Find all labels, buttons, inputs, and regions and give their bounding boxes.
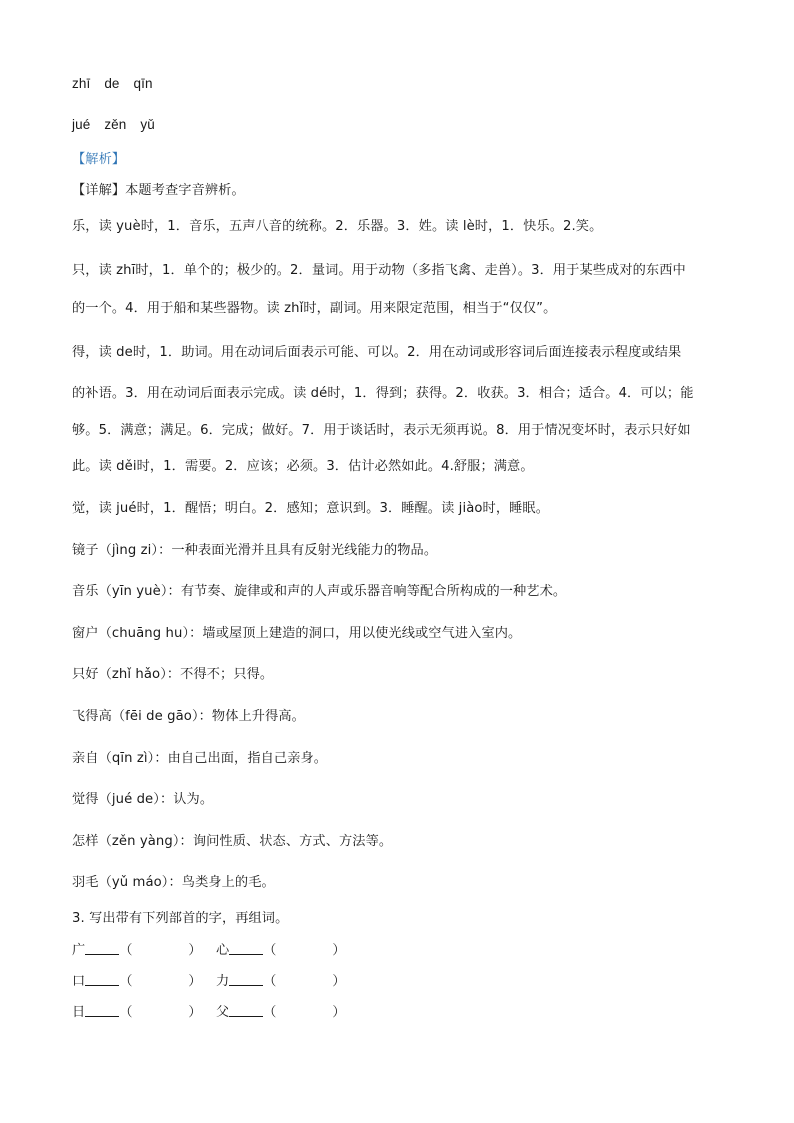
explain-line: 乐，读 yuè时，1．音乐，五声八音的统称。2．乐器。3．姓。读 lè时，1．快乐。2.笑。	[72, 219, 603, 234]
paren-open: （	[119, 974, 133, 989]
answer-blank	[85, 941, 119, 955]
answer-blank	[229, 1003, 263, 1017]
radical: 广	[72, 943, 86, 958]
answer-blank	[229, 972, 263, 986]
paren-close: ）	[332, 943, 346, 958]
explain-line: 的补语。3．用在动词后面表示完成。读 dé时，1．得到；获得。2．收获。3．相合；适合。4．可以；能	[72, 386, 694, 401]
answer-label: 【解析】	[72, 152, 126, 167]
explain-line: 得，读 de时，1．助词。用在动词后面表示可能、可以。2．用在动词或形容词后面连接表示程度或结果	[72, 345, 682, 360]
pinyin: yǔ	[140, 117, 155, 132]
explain-line: 音乐（yīn yuè）：有节奏、旋律或和声的人声或乐器音响等配合所构成的一种艺术。	[72, 584, 567, 599]
radical: 日	[72, 1005, 86, 1020]
paren-open: （	[119, 943, 133, 958]
explain-line: 飞得高（fēi de gāo）：物体上升得高。	[72, 709, 305, 724]
explain-line: 怎样（zěn yàng）：询问性质、状态、方式、方法等。	[72, 834, 393, 849]
paren-open: （	[263, 943, 277, 958]
pinyin: qīn	[133, 76, 153, 91]
explain-line: 只好（zhǐ hǎo）：不得不；只得。	[72, 667, 274, 682]
answer-blank	[85, 1003, 119, 1017]
radical-row	[72, 972, 346, 991]
explain-line: 只，读 zhī时，1．单个的；极少的。2．量词。用于动物（多指飞禽、走兽）。3．用于某些成对的东西中	[72, 263, 686, 278]
explain-line: 够。5．满意；满足。6．完成；做好。7．用于谈话时，表示无须再说。8．用于情况变坏时，表示只好如	[72, 423, 691, 438]
radical: 父	[215, 1005, 230, 1020]
radical: 力	[215, 974, 230, 989]
paren-close: ）	[332, 974, 346, 989]
radical: 口	[72, 974, 86, 989]
radical-row	[72, 1003, 346, 1022]
explain-line: 的一个。4．用于船和某些器物。读 zhǐ时，副词。用来限定范围，相当于“仅仅”。	[72, 301, 557, 316]
pinyin: de	[104, 76, 120, 91]
pinyin: zěn	[104, 117, 127, 132]
paren-close: ）	[332, 1005, 346, 1020]
paren-open: （	[263, 1005, 277, 1020]
paren-close: ）	[188, 974, 202, 989]
paren-close: ）	[188, 1005, 202, 1020]
paren-close: ）	[188, 943, 202, 958]
radical: 心	[215, 943, 230, 958]
explain-line: 【详解】本题考查字音辨析。	[72, 183, 245, 198]
radical-row	[72, 941, 346, 960]
answer-blank	[85, 972, 119, 986]
explain-line: 觉得（jué de）：认为。	[72, 792, 214, 807]
pinyin: jué	[72, 117, 91, 132]
question-title: 3. 写出带有下列部首的字，再组词。	[72, 911, 289, 926]
explain-line: 亲自（qīn zì）：由自己出面，指自己亲身。	[72, 751, 328, 766]
explain-line: 此。读 děi时，1．需要。2．应该；必须。3．估计必然如此。4.舒服；满意。	[72, 459, 534, 474]
pinyin-row-1	[72, 75, 732, 93]
explain-line: 羽毛（yǔ máo）：鸟类身上的毛。	[72, 875, 275, 890]
explain-line: 窗户（chuāng hu）：墙或屋顶上建造的洞口，用以使光线或空气进入室内。	[72, 626, 522, 641]
explain-line: 觉，读 jué时，1．醒悟；明白。2．感知；意识到。3．睡醒。读 jiào时，睡眠。	[72, 501, 549, 516]
explain-line: 镜子（jìng zi）：一种表面光滑并且具有反射光线能力的物品。	[72, 543, 438, 558]
pinyin-row-2	[72, 116, 732, 134]
paren-open: （	[119, 1005, 133, 1020]
pinyin: zhī	[72, 76, 91, 91]
answer-blank	[229, 941, 263, 955]
paren-open: （	[263, 974, 277, 989]
